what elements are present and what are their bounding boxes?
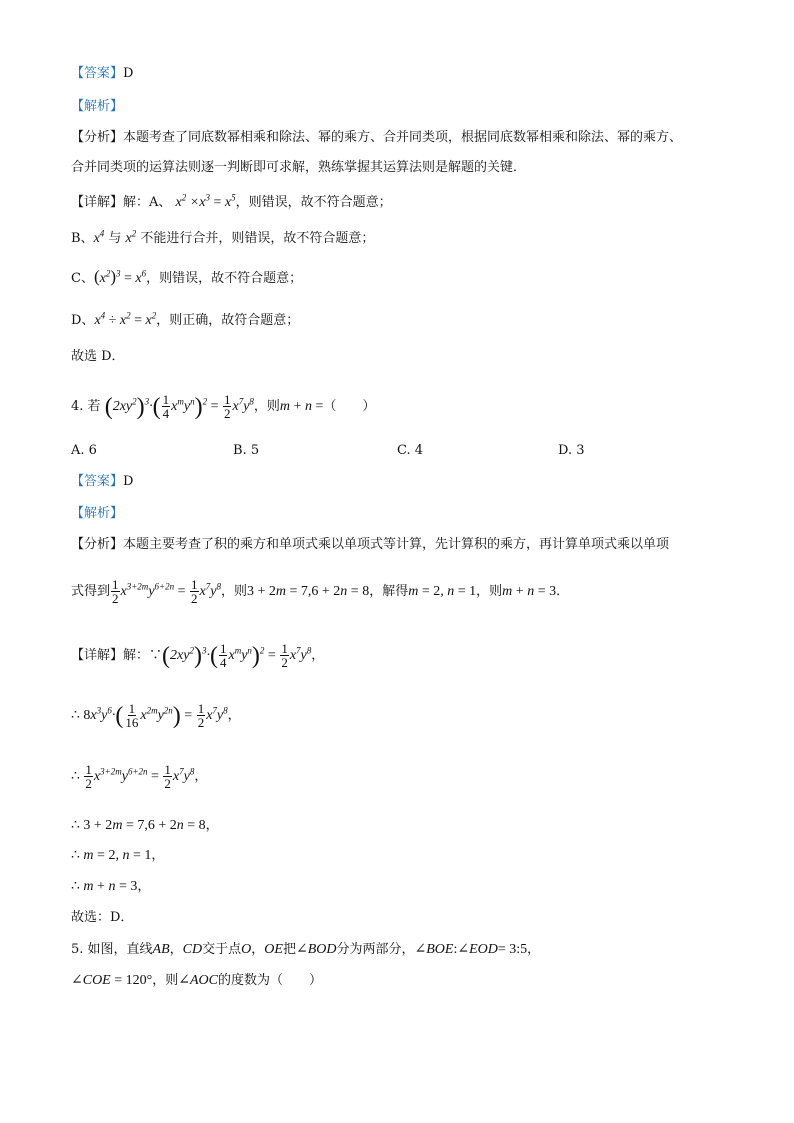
xiangjie-tag: 【详解】: [71, 648, 124, 663]
q4-option-b[interactable]: B. 5: [233, 443, 260, 458]
q4-detail-4: [71, 816, 754, 836]
q4-fenxi-math2: 3 + 2m = 7,6 + 2n = 8: [246, 584, 370, 599]
q3-detail-c-result: ，则错误，故不符合题意；: [146, 271, 303, 286]
q3-detail-c-math: $(x^2)^3 = x^6$: [93, 267, 147, 286]
q4-detail-4-comma: ，: [205, 818, 219, 833]
q5-line2: [71, 971, 754, 991]
q4-fenxi-line1: [71, 535, 754, 555]
q4-detail-1-pre: 解：∵: [123, 648, 163, 663]
q5-angle-coe: ∠COE = 120°: [71, 973, 153, 988]
q3-choose: [71, 347, 754, 367]
q3-answer-line: [71, 64, 754, 84]
q4-detail-3-comma: ，: [194, 769, 208, 784]
q4-detail-6-comma: ，: [137, 879, 151, 894]
q5-sep1: ，: [169, 942, 183, 957]
q3-detail-d-math: $x^4 \div x^2 = x^2$: [94, 310, 157, 328]
q3-detail-d-label: D、: [71, 313, 95, 328]
q4-fenxi-math1: $\frac{1}{2}$ $x^{3+2m}y^{6+2n}$ = $\frac{1}{2}$ $x^7y^8$: [112, 577, 221, 607]
q5-ratio: ∠BOE:∠EOD= 3:5: [414, 942, 528, 957]
q4-fenxi-math4: m + n = 3: [502, 584, 557, 599]
q4-detail-6: [71, 877, 754, 897]
q4-stem-then: ，则: [253, 399, 280, 414]
q4-choose: [71, 908, 754, 928]
q4-fenxi-then1: ，则: [220, 584, 247, 599]
q4-stem-mn: m + n =: [279, 399, 324, 414]
q4-fenxi-solve: ，解得: [369, 584, 409, 599]
q3-fenxi-text1: 本题考查了同底数幂相乘和除法、幂的乘方、合并同类项，根据同底数幂相乘和除法、幂的乘方、: [123, 130, 683, 145]
q5-line1: 5. 如图，直线AB，CD交于点O，OE把∠BOD分为两部分，∠BOE:∠EOD= 3:5，: [71, 942, 541, 957]
q5-number-text: 5. 如图，直线: [71, 942, 153, 957]
q4-detail-4-math: ∴ 3 + 2m = 7,6 + 2n = 8: [71, 818, 206, 833]
q4-option-d[interactable]: D. 3: [558, 443, 585, 458]
q5-line-ab: AB: [152, 942, 170, 957]
q4-stem-blank: （ ）: [323, 399, 376, 414]
q3-detail-a-label: 解：A、: [123, 195, 172, 210]
q4-detail-1: [71, 642, 754, 670]
q4-detail-1-comma: ，: [311, 648, 325, 663]
q3-detail-b: B、$x^4$ 与 $x^2$ 不能进行合并，则错误，故不符合题意；: [71, 228, 375, 246]
q5-point-o: O: [241, 942, 252, 957]
analysis-tag: 【解析】: [71, 99, 124, 114]
q4-option-c[interactable]: C. 4: [397, 443, 424, 458]
q5-question-tail: 的度数为（ ）: [217, 973, 322, 988]
q5-divide: 分为两部分，: [336, 942, 415, 957]
q3-choose-text: 故选 D．: [71, 349, 125, 364]
q3-detail-a-math: $x^2 \times x^3 = x^5$: [175, 192, 236, 210]
q4-detail-2-comma: ，: [227, 708, 241, 723]
q5-intersect: 交于点: [202, 942, 242, 957]
q4-options: [71, 441, 754, 461]
q3-detail-b-label: B、: [71, 231, 94, 246]
q3-fenxi-text2: 合并同类项的运算法则逐一判断即可求解，熟练掌握其运算法则是解题的关键．: [71, 160, 527, 175]
q4-choose-text: 故选：D．: [71, 910, 134, 925]
q5-angle-bod: ∠BOD: [295, 942, 337, 957]
q4-answer-line: [71, 472, 754, 492]
q4-fenxi-text1: 本题主要考查了积的乘方和单项式乘以单项式等计算，先计算积的乘方，再计算单项式乘以单项: [123, 537, 670, 552]
q3-detail-d-result: ，则正确，故符合题意；: [156, 313, 300, 328]
answer-tag: 【答案】: [71, 474, 124, 489]
q3-fenxi-line2: [71, 158, 754, 178]
q4-detail-5: [71, 846, 754, 866]
q3-detail-a: [71, 193, 754, 213]
q4-number: 4. 若: [71, 399, 101, 414]
q3-analysis-line: [71, 97, 754, 117]
q5-line-cd: CD: [182, 942, 203, 957]
q4-fenxi-line2: [71, 578, 754, 606]
fenxi-tag: 【分析】: [71, 130, 124, 145]
q5-sep2: ，: [251, 942, 265, 957]
q4-fenxi-text2-pre: 式得到: [71, 584, 111, 599]
q4-fenxi-math3: m = 2, n = 1: [408, 584, 477, 599]
q5-ray-oe: OE: [264, 942, 283, 957]
q3-detail-d: [71, 311, 754, 331]
q4-fenxi-then2: ，则: [476, 584, 503, 599]
q4-stem-math: $(2xy^2)^3\cdot$( $\frac{1}{4}$ $x^my^n)^2$ = $\frac{1}{2}$ $x^7y^8$: [104, 392, 254, 422]
q5-ba: 把: [282, 942, 296, 957]
q4-detail-2-math: ∴ $8x^3y^6\cdot$( $\frac{1}{16}$ $x^{2m}y^{2n}$) = $\frac{1}{2}$ $x^7y^8$: [71, 701, 228, 731]
q3-answer-value: D: [123, 66, 134, 81]
q4-fenxi-end: ．: [556, 584, 570, 599]
fenxi-tag: 【分析】: [71, 537, 124, 552]
answer-tag: 【答案】: [71, 66, 124, 81]
q4-answer-value: D: [123, 474, 134, 489]
q4-option-a[interactable]: A. 6: [71, 443, 97, 458]
q5-then: ，则: [152, 973, 179, 988]
q4-stem: [71, 393, 754, 421]
q4-detail-6-math: ∴ m + n = 3: [71, 879, 138, 894]
q3-detail-a-result: ，则错误，故不符合题意；: [235, 195, 392, 210]
q4-detail-5-comma: ，: [151, 848, 165, 863]
q4-detail-3-math: ∴ $\frac{1}{2}$ $x^{3+2m}y^{6+2n}$ = $\frac{1}{2}$ $x^7y^8$: [71, 762, 195, 792]
q3-detail-b-result: ，则错误，故不符合题意；: [218, 231, 375, 246]
analysis-tag: 【解析】: [71, 506, 124, 521]
q4-detail-1-math: $(2xy^2)^3\cdot$( $\frac{1}{4}$ $x^my^n)^2$ = $\frac{1}{2}$ $x^7y^8$: [162, 641, 312, 671]
q3-detail-b-math: $x^4$: [93, 228, 105, 246]
q3-fenxi-line1: [71, 128, 754, 148]
q3-detail-c: [71, 267, 754, 289]
q4-detail-5-math: ∴ m = 2, n = 1: [71, 848, 152, 863]
q4-detail-3: [71, 763, 754, 791]
q4-detail-2: [71, 702, 754, 730]
q3-detail-c-label: C、: [71, 271, 94, 286]
xiangjie-tag: 【详解】: [71, 195, 124, 210]
q5-angle-aoc: ∠AOC: [178, 973, 218, 988]
q4-analysis-line: [71, 504, 754, 524]
